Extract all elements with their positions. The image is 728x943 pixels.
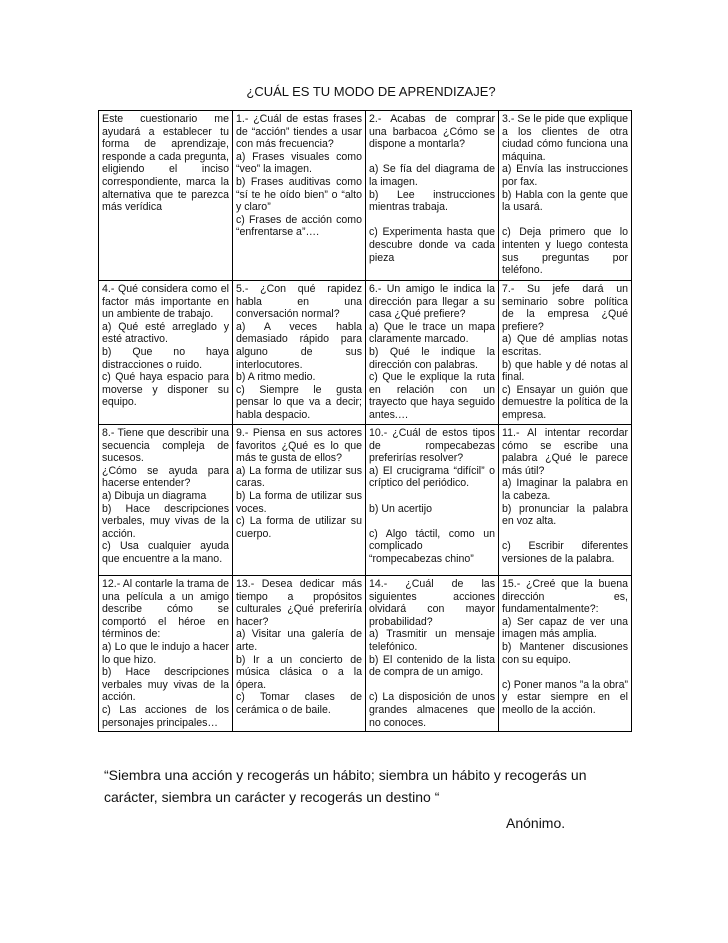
answer-option: c) Que le explique la ruta en relación con un trayecto que haya seguido antes.… [369, 371, 495, 421]
answer-option: b) Frases auditivas como “sí te he oído bien” o “alto y claro” [236, 175, 362, 214]
answer-option: c) Experimenta hasta que descubre donde va cada pieza [369, 226, 495, 264]
answer-option: c) Qué haya espacio para moverse y disponer su equipo. [102, 371, 229, 409]
answer-option: a) Visitar una galería de arte. [236, 628, 362, 653]
answer-option: a) Se fía del diagrama de la imagen. [369, 163, 495, 188]
question-text: 5.- ¿Con qué rapidez habla en una conversación normal? [236, 283, 362, 321]
cell-spacer [369, 214, 495, 227]
answer-option: a) Ser capaz de ver una imagen más amplia. [502, 615, 628, 641]
question-cell [233, 281, 366, 425]
question-text: Este cuestionario me ayudará a establecer tu forma de aprendizaje, responde a cada pregunta, eligiendo el inciso correspondiente, marca la alternativa que te parezca más verídica [102, 113, 229, 214]
question-cell [366, 111, 499, 281]
answer-option: c) Las acciones de los personajes principales… [102, 703, 229, 729]
question-text: 10.- ¿Cuál de estos tipos de rompecabezas preferirías resolver? [369, 427, 495, 465]
question-cell [99, 576, 233, 732]
question-text: 12.- Al contarle la trama de una película a un amigo describe cómo se comportó el héroe en términos de: [102, 578, 229, 641]
answer-option: a) Trasmitir un mensaje telefónico. [369, 628, 495, 653]
answer-option: c) La forma de utilizar su cuerpo. [236, 515, 362, 540]
answer-option: c) Frases de acción como “enfrentarse a”…. [236, 213, 362, 239]
answer-option: a) La forma de utilizar sus caras. [236, 464, 362, 490]
answer-option: b) Un acertijo [369, 502, 432, 515]
answer-option: a) Envía las instrucciones por fax. [502, 163, 628, 188]
answer-option: c) Escribir diferentes versiones de la palabra. [502, 540, 628, 565]
cell-spacer [369, 490, 495, 503]
question-text: 1.- ¿Cuál de estas frases de “acción” tiendes a usar con más frecuencia? [236, 113, 362, 151]
answer-option: a) Qué esté arreglado y esté atractivo. [102, 320, 229, 346]
question-cell [499, 425, 632, 576]
answer-option: a) Lo que le indujo a hacer lo que hizo. [102, 640, 229, 666]
cell-spacer [502, 528, 628, 541]
question-text: 6.- Un amigo le indica la dirección para llegar a su casa ¿Qué prefiere? [369, 283, 495, 321]
question-cell [233, 111, 366, 281]
answer-option: c) Tomar clases de cerámica o de baile. [236, 691, 362, 716]
question-cell [233, 576, 366, 732]
question-text: 11.- Al intentar recordar cómo se escribe una palabra ¿Qué le parece más útil? [502, 427, 628, 477]
question-cell [99, 281, 233, 425]
answer-option: b) Ir a un concierto de música clásica o a la ópera. [236, 653, 362, 691]
answer-option: a) Frases visuales como “veo” la imagen. [236, 150, 362, 176]
answer-option: b) pronunciar la palabra en voz alta. [502, 502, 628, 528]
cell-spacer [369, 515, 495, 528]
answer-option: b) Mantener discusiones con su equipo. [502, 640, 628, 666]
question-text: 3.- Se le pide que explique a los clientes de otra ciudad cómo funciona una máquina. [502, 113, 628, 163]
answer-option: c) La disposición de unos grandes almacenes que no conoces. [369, 691, 495, 729]
table-row [99, 111, 632, 281]
question-cell [499, 111, 632, 281]
answer-option: c) Algo táctil, como un complicado “rompecabezas chino” [369, 527, 495, 565]
question-text: 2.- Acabas de comprar una barbacoa ¿Cómo se dispone a montarla? [369, 113, 495, 151]
answer-option: a) El crucigrama “difícil” o críptico del periódico. [369, 464, 495, 490]
table-row [99, 281, 632, 425]
answer-option: c) Ensayar un guión que demuestre la política de la empresa. [502, 383, 628, 421]
question-cell [366, 281, 499, 425]
question-cell [99, 425, 233, 576]
answer-option: b) El contenido de la lista de compra de un amigo. [369, 653, 495, 679]
table-row [99, 576, 632, 732]
question-text: 15.- ¿Creé que la buena dirección es, fundamentalmente?: [502, 578, 628, 616]
cell-spacer [502, 666, 628, 679]
answer-option: b) A ritmo medio. [236, 371, 316, 384]
closing-quote: “Siembra una acción y recogerás un hábito; siembra un hábito y recogerás un carácter, siembra un carácter y recogerás un destino “ [104, 767, 587, 805]
question-cell [366, 576, 499, 732]
answer-option: a) Que le trace un mapa claramente marcado. [369, 320, 495, 346]
answer-option: a) Imaginar la palabra en la cabeza. [502, 477, 628, 502]
answer-option: c) Siempre le gusta pensar lo que va a decir; habla despacio. [236, 383, 362, 421]
cell-spacer [369, 679, 495, 692]
question-text: 7.- Su jefe dará un seminario sobre política de la empresa ¿Qué prefiere? [502, 283, 628, 333]
answer-option: b) Habla con la gente que la usará. [502, 188, 628, 214]
answer-option: a) Dibuja un diagrama [102, 489, 207, 502]
question-cell [366, 425, 499, 576]
answer-option: b) Lee instrucciones mientras trabaja. [369, 188, 495, 214]
answer-option: b) Qué le indique la dirección con palabras. [369, 345, 495, 371]
answer-option: c) Deja primero que lo intenten y luego contesta sus preguntas por teléfono. [502, 226, 628, 277]
question-text: 14.- ¿Cuál de las siguientes acciones olvidará con mayor probabilidad? [369, 578, 495, 628]
question-text: 4.- Qué considera como el factor más importante en un ambiente de trabajo. [102, 283, 229, 321]
question-cell [233, 425, 366, 576]
page-title: ¿CUÁL ES TU MODO DE APRENDIZAJE? [246, 84, 496, 99]
quote-author: Anónimo. [506, 815, 566, 831]
answer-option: b) La forma de utilizar sus voces. [236, 489, 362, 515]
cell-spacer [369, 151, 495, 164]
answer-option: a) Que dé amplias notas escritas. [502, 333, 628, 358]
answer-option: b) Hace descripciones verbales muy vivas de la acción. [102, 666, 229, 704]
answer-option: b) Hace descripciones verbales, muy vivas de la acción. [102, 502, 229, 540]
question-cell [499, 281, 632, 425]
answer-option: c) Poner manos ”a la obra” y estar siempre en el meollo de la acción. [502, 678, 629, 716]
question-text: 8.- Tiene que describir una secuencia compleja de sucesos. [102, 427, 229, 465]
answer-option: b) que hable y dé notas al final. [502, 358, 628, 384]
question-cell [499, 576, 632, 732]
question-text: 9.- Piensa en sus actores favoritos ¿Qué es lo que más te gusta de ellos? [236, 427, 362, 465]
questionnaire-table [98, 110, 632, 732]
answer-option: b) Que no haya distracciones o ruido. [102, 345, 229, 371]
answer-option: a) A veces habla demasiado rápido para alguno de sus interlocutores. [236, 320, 362, 371]
table-row [99, 425, 632, 576]
answer-option: ¿Cómo se ayuda para hacerse entender? [102, 464, 229, 490]
question-text: 13.- Desea dedicar más tiempo a propósitos culturales ¿Qué preferiría hacer? [236, 578, 362, 628]
answer-option: c) Usa cualquier ayuda que encuentre a la mano. [102, 540, 229, 565]
question-cell [99, 111, 233, 281]
cell-spacer [502, 214, 628, 227]
